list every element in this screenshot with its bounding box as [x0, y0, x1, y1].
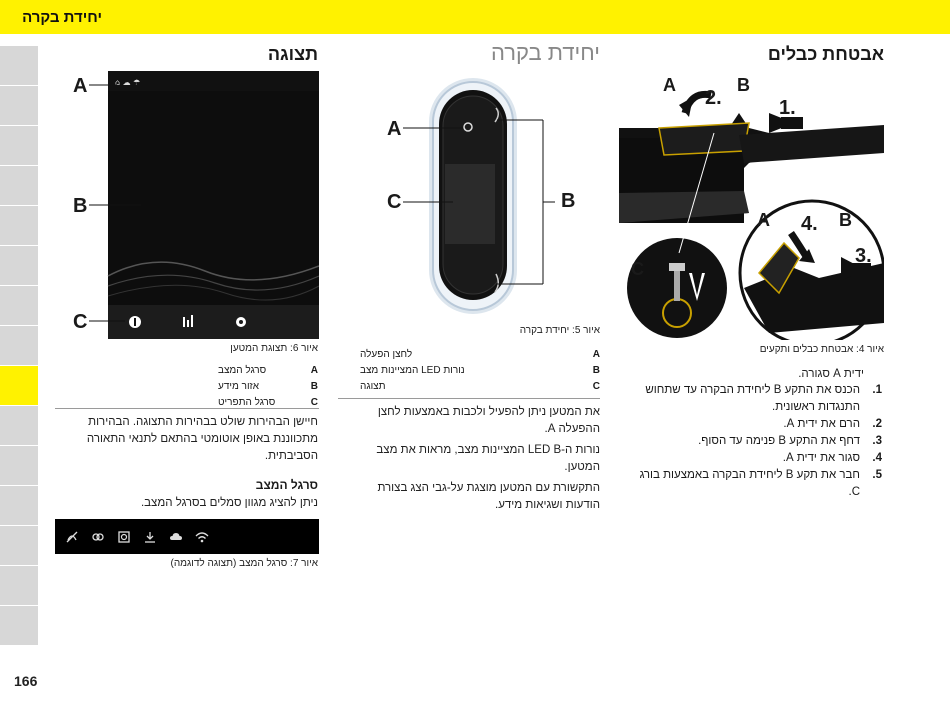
- control-unit-legend: [360, 346, 600, 394]
- legend-text: נורות LED המציינות מצב: [360, 364, 465, 376]
- display-legend: [218, 362, 318, 410]
- side-tab[interactable]: [0, 606, 38, 646]
- legend-text: סרגל המצב: [218, 364, 267, 376]
- cloud-icon: [169, 530, 183, 544]
- cable-illustration: [619, 73, 884, 340]
- step-item: [626, 433, 882, 450]
- figure-6-caption: איור 6: תצוגת המטען: [230, 343, 318, 354]
- cable-steps-list: [626, 382, 882, 501]
- legend-text: אזור מידע: [218, 380, 260, 392]
- legend-row: [360, 362, 600, 378]
- legend-row: [218, 362, 318, 378]
- disabled-icon: [65, 530, 79, 544]
- figure-7-caption: איור 7: סרגל המצב (תצוגה לדוגמה): [170, 558, 318, 569]
- paragraph: התקשורת עם המטען מוצגת על-גבי הצג בצורת הודעות ושגיאות מידע.: [377, 482, 600, 511]
- step-text: סגור את ידית A.: [782, 452, 860, 464]
- legend-letter: A: [592, 348, 600, 360]
- legend-text: תצוגה: [360, 380, 386, 392]
- wifi-icon: [195, 530, 209, 544]
- legend-letter: C: [310, 396, 318, 408]
- section-heading-control-unit: יחידת בקרה: [490, 40, 600, 65]
- figure-label-a: A: [387, 118, 402, 140]
- step-number: 5.: [872, 469, 882, 481]
- legend-letter: B: [310, 380, 318, 392]
- side-tab-active[interactable]: [0, 366, 38, 406]
- side-tab[interactable]: [0, 526, 38, 566]
- legend-row: [218, 378, 318, 394]
- side-tab[interactable]: [0, 406, 38, 446]
- legend-row: [360, 378, 600, 394]
- figure-label-step-1: 1.: [779, 97, 796, 119]
- step-item: [626, 450, 882, 467]
- side-tab[interactable]: [0, 126, 38, 166]
- figure-control-unit: [383, 74, 601, 320]
- side-tab[interactable]: [0, 486, 38, 526]
- figure-cable-securing: [619, 73, 884, 340]
- step-text: דחף את התקע B פנימה עד הסוף.: [698, 435, 860, 447]
- legend-text: לחצן הפעלה: [360, 348, 413, 360]
- legend-letter: A: [310, 364, 318, 376]
- right-intro-text: ידית A סגורה.: [798, 368, 864, 380]
- status-bar-strip: [55, 519, 319, 554]
- figure-label-a: A: [73, 75, 88, 97]
- side-tab[interactable]: [0, 246, 38, 286]
- figure-label-c: C: [631, 259, 644, 279]
- figure-label-b: B: [561, 190, 576, 212]
- side-tab[interactable]: [0, 286, 38, 326]
- step-text: חבר את תקע B ליחידת הבקרה באמצעות בורג C.: [639, 469, 860, 498]
- update-icon: [117, 530, 131, 544]
- connection-icon: [91, 530, 105, 544]
- step-number: 4.: [872, 452, 882, 464]
- display-brightness-text: חיישן הבהירות שולט בבהירות התצוגה. הבהירות מתכווננת באופן אוטומטי בהתאם לתנאי התאורה הסביבתית.: [86, 416, 318, 462]
- step-item: [626, 382, 882, 416]
- step-text: הרם את ידית A.: [783, 418, 860, 430]
- center-heading-wrap: [491, 40, 600, 66]
- figure-label-b: B: [737, 75, 750, 95]
- step-item: [626, 467, 882, 501]
- side-tab[interactable]: [0, 326, 38, 366]
- control-unit-description: [350, 404, 600, 514]
- figure-label-b: B: [73, 195, 88, 217]
- side-tab[interactable]: [0, 46, 38, 86]
- side-tab[interactable]: [0, 166, 38, 206]
- figure-label-step-2: 2.: [705, 87, 722, 109]
- legend-text: סרגל התפריט: [218, 396, 276, 408]
- section-heading-cable-securing: אבטחת כבלים: [767, 44, 884, 64]
- divider: [55, 408, 319, 409]
- download-icon: [143, 530, 157, 544]
- status-bar-subhead: סרגל המצב: [255, 478, 318, 492]
- figure-4-caption: איור 4: אבטחת כבלים ותקעים: [759, 344, 884, 355]
- paragraph: נורות ה-LED B המציינות מצב, מראות את מצב המטען.: [376, 444, 600, 473]
- right-column-heading-wrap: [768, 44, 884, 65]
- figure-label-a-inset: A: [757, 210, 770, 230]
- step-number: 2.: [872, 418, 882, 430]
- step-item: [626, 416, 882, 433]
- figure-label-a: A: [663, 75, 676, 95]
- side-tab[interactable]: [0, 566, 38, 606]
- side-tab[interactable]: [0, 206, 38, 246]
- figure-display: [55, 71, 319, 341]
- header-title: יחידת בקרה: [22, 9, 102, 26]
- figure-label-b-inset: B: [839, 210, 852, 230]
- left-heading-wrap: [268, 44, 318, 65]
- svg-text:⌂ ☁ ☂: ⌂ ☁ ☂: [115, 78, 141, 87]
- side-tabs: [0, 46, 38, 646]
- page-number: 166: [14, 673, 38, 689]
- section-heading-display: תצוגה: [267, 44, 318, 64]
- legend-letter: C: [592, 380, 600, 392]
- figure-label-step-3: 3.: [855, 245, 872, 267]
- display-illustration: [55, 71, 319, 341]
- figure-label-c: C: [73, 311, 88, 333]
- paragraph: את המטען ניתן להפעיל ולכבות באמצעות לחצן ההפעלה A.: [377, 406, 600, 435]
- divider: [338, 398, 600, 399]
- legend-row: [360, 346, 600, 362]
- step-number: 1.: [872, 384, 882, 396]
- legend-letter: B: [592, 364, 600, 376]
- step-number: 3.: [872, 435, 882, 447]
- figure-label-c: C: [387, 191, 402, 213]
- step-text: הכנס את התקע B ליחידת הבקרה עד שתחוש התנגדות ראשונית.: [645, 384, 860, 413]
- side-tab[interactable]: [0, 86, 38, 126]
- side-tab[interactable]: [0, 446, 38, 486]
- header-bar: [0, 0, 950, 34]
- figure-5-caption: איור 5: יחידת בקרה: [519, 325, 600, 336]
- figure-label-step-4: 4.: [801, 213, 818, 235]
- status-bar-text: ניתן להציג מגוון סמלים בסרגל המצב.: [140, 497, 318, 509]
